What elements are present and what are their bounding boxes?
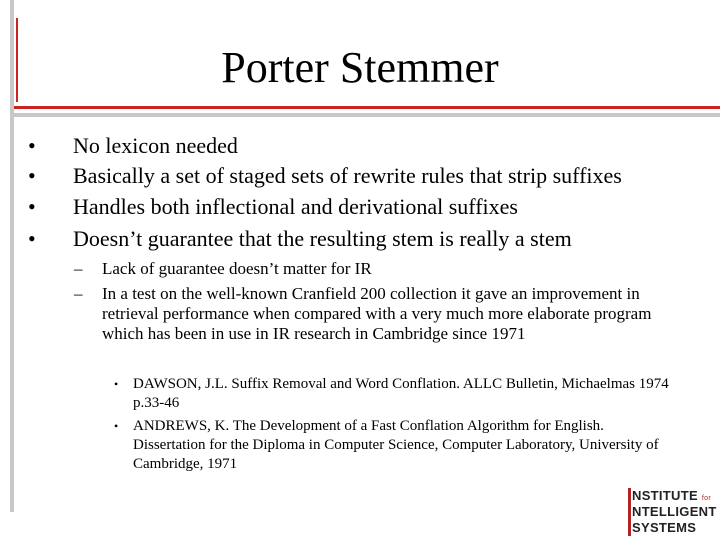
logo-line-1: NSTITUTE (632, 488, 698, 503)
bullet-text: Handles both inflectional and derivational suffixes (73, 194, 518, 219)
logo-line-2: NTELLIGENT (632, 504, 717, 519)
logo-red-mark (628, 488, 631, 536)
reference-marker: • (114, 419, 119, 433)
bullet-marker: • (28, 194, 36, 219)
reference-text: DAWSON, J.L. Suffix Removal and Word Conflation. ALLC Bulletin, Michaelmas 1974 p.33-46 (133, 376, 669, 411)
sub-bullet-text: In a test on the well-known Cranfield 200 collection it gave an improvement in retrieval performance when compared with a very much more elaborate program which has been in use in IR research in Cambridge since 1971 (102, 284, 652, 343)
bullet-text: Doesn’t guarantee that the resulting stem is really a stem (73, 226, 572, 251)
bullet-marker: • (28, 163, 36, 188)
slide-title: Porter Stemmer (221, 43, 499, 92)
bullet-marker: • (28, 133, 36, 158)
institute-logo (622, 486, 718, 540)
dash-marker: – (74, 284, 83, 303)
bullet-text: Basically a set of staged sets of rewrite rules that strip suffixes (73, 163, 622, 188)
bullet-text: No lexicon needed (73, 133, 238, 158)
reference-text: ANDREWS, K. The Development of a Fast Conflation Algorithm for English. Dissertation for the Diploma in Computer Science, Computer Laboratory, University of Cambridge, 1971 (133, 418, 659, 472)
logo-line-3: SYSTEMS (632, 520, 697, 535)
sub-bullet-text: Lack of guarantee doesn’t matter for IR (102, 259, 372, 278)
reference-marker: • (114, 377, 119, 391)
bullet-marker: • (28, 226, 36, 251)
dash-marker: – (74, 259, 83, 278)
title-red-rule (14, 106, 720, 109)
title-gray-rule (14, 113, 720, 117)
logo-for: for (701, 495, 711, 502)
